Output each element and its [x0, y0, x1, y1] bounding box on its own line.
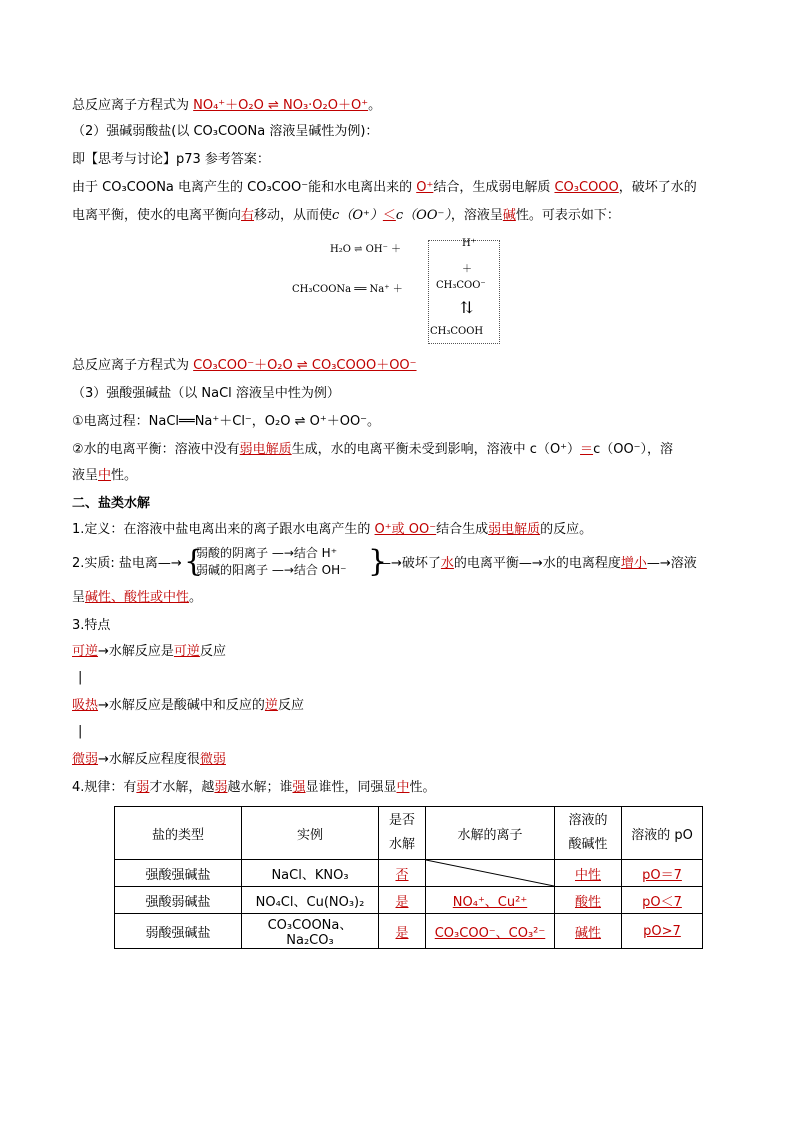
essence-branches: 弱酸的阴离子 —→结合 H⁺ 弱碱的阳离子 —→结合 OH⁻ — [196, 546, 347, 577]
equation-2: CO₃COO⁻＋O₂O ⇌ CO₃COOO＋OO⁻ — [193, 358, 417, 373]
feature-bar-1: | — [78, 670, 83, 685]
table-row: 强酸弱碱盐 NO₄Cl、Cu(NO₃)₂ 是 NO₄⁺、Cu²⁺ 酸性 pO＜7 — [115, 887, 703, 914]
header-cell: 实例 — [242, 807, 379, 860]
explanation-line-1: 由于 CO₃COONa 电离产生的 CO₃COO⁻能和水电离出来的 O⁺结合，生成弱电解质 CO₃COOO，破坏了水的 — [72, 180, 697, 195]
water-ionization: H₂O ⇌ OH⁻ ＋ — [330, 244, 402, 255]
header-cell: 溶液的 pO — [622, 807, 703, 860]
plus-sign: ＋ — [462, 264, 472, 275]
header-cell: 盐的类型 — [115, 807, 242, 860]
section-3-title: （3）强酸强碱盐（以 NaCl 溶液呈中性为例） — [72, 386, 340, 401]
water-balance-line-1: ②水的电离平衡：溶液中没有弱电解质生成，水的电离平衡未受到影响，溶液中 c（O⁺）＝c（OO⁻），溶 — [72, 442, 674, 457]
reference-line: 即【思考与讨论】p73 参考答案： — [72, 152, 270, 167]
diagonal-cell — [426, 860, 555, 887]
rule-line: 4.规律：有弱才水解，越弱越水解；谁强显谁性，同强显中性。 — [72, 780, 436, 795]
feature-weak: 微弱→水解反应程度很微弱 — [72, 752, 226, 767]
salt-hydrolysis-table — [114, 806, 703, 949]
heading-salt-hydrolysis: 二、盐类水解 — [72, 496, 151, 511]
diagonal-line — [426, 860, 554, 886]
feature-endothermic: 吸热→水解反应是酸碱中和反应的逆反应 — [72, 698, 304, 713]
total-equation-line-1: 总反应离子方程式为 NO₄⁺＋O₂O ⇌ NO₃·O₂O＋O⁺。 — [72, 98, 382, 113]
left-brace: { — [184, 544, 204, 579]
water-balance-line-2: 液呈中性。 — [72, 468, 138, 483]
features-title: 3.特点 — [72, 618, 111, 633]
header-cell: 水解的离子 — [426, 807, 555, 860]
section-2-title: （2）强碱弱酸盐(以 CO₃COONa 溶液呈碱性为例)： — [72, 124, 379, 139]
table-header-row — [115, 807, 703, 860]
salt-ionization: CH₃COONa ══ Na⁺ ＋ — [292, 284, 403, 295]
table-row: 强酸强碱盐 NaCl、KNO₃ 否 中性 pO＝7 — [115, 860, 703, 887]
acetate-ion: CH₃COO⁻ — [436, 280, 486, 291]
total-equation-line-2: 总反应离子方程式为 CO₃COO⁻＋O₂O ⇌ CO₃COOO＋OO⁻ — [72, 358, 417, 373]
right-brace: } — [368, 544, 388, 579]
hydrolysis-diagram — [290, 236, 502, 346]
feature-bar-2: | — [78, 724, 83, 739]
ionization-process: ①电离过程：NaCl══Na⁺＋Cl⁻，O₂O ⇌ O⁺＋OO⁻。 — [72, 414, 381, 429]
definition-line: 1.定义：在溶液中盐电离出来的离子跟水电离产生的 O⁺或 OO⁻结合生成弱电解质的反应。 — [72, 522, 593, 537]
equation-1: NO₄⁺＋O₂O ⇌ NO₃·O₂O＋O⁺ — [193, 98, 369, 113]
equilibrium-arrow: ⇅ — [460, 298, 474, 317]
essence-prefix: 2.实质: 盐电离—→ — [72, 556, 182, 571]
acetic-acid: CH₃COOH — [430, 326, 484, 337]
header-cell: 溶液的 酸碱性 — [555, 807, 622, 860]
table-row: 弱酸强碱盐 CO₃COONa、Na₂CO₃ 是 CO₃COO⁻、CO₃²⁻ 碱性 pO>7 — [115, 914, 703, 949]
explanation-line-2: 电离平衡，使水的电离平衡向右移动，从而使c（O⁺）＜c（OO⁻），溶液呈碱性。可表示如下： — [72, 208, 620, 223]
h-ion: H⁺ — [462, 238, 476, 249]
feature-reversible: 可逆→水解反应是可逆反应 — [72, 644, 226, 659]
essence-line-2: 呈碱性、酸性或中性。 — [72, 590, 203, 605]
essence-suffix: —→破坏了水的电离平衡—→水的电离程度增小—→溶液 — [378, 556, 697, 571]
header-cell: 是否 水解 — [379, 807, 426, 860]
